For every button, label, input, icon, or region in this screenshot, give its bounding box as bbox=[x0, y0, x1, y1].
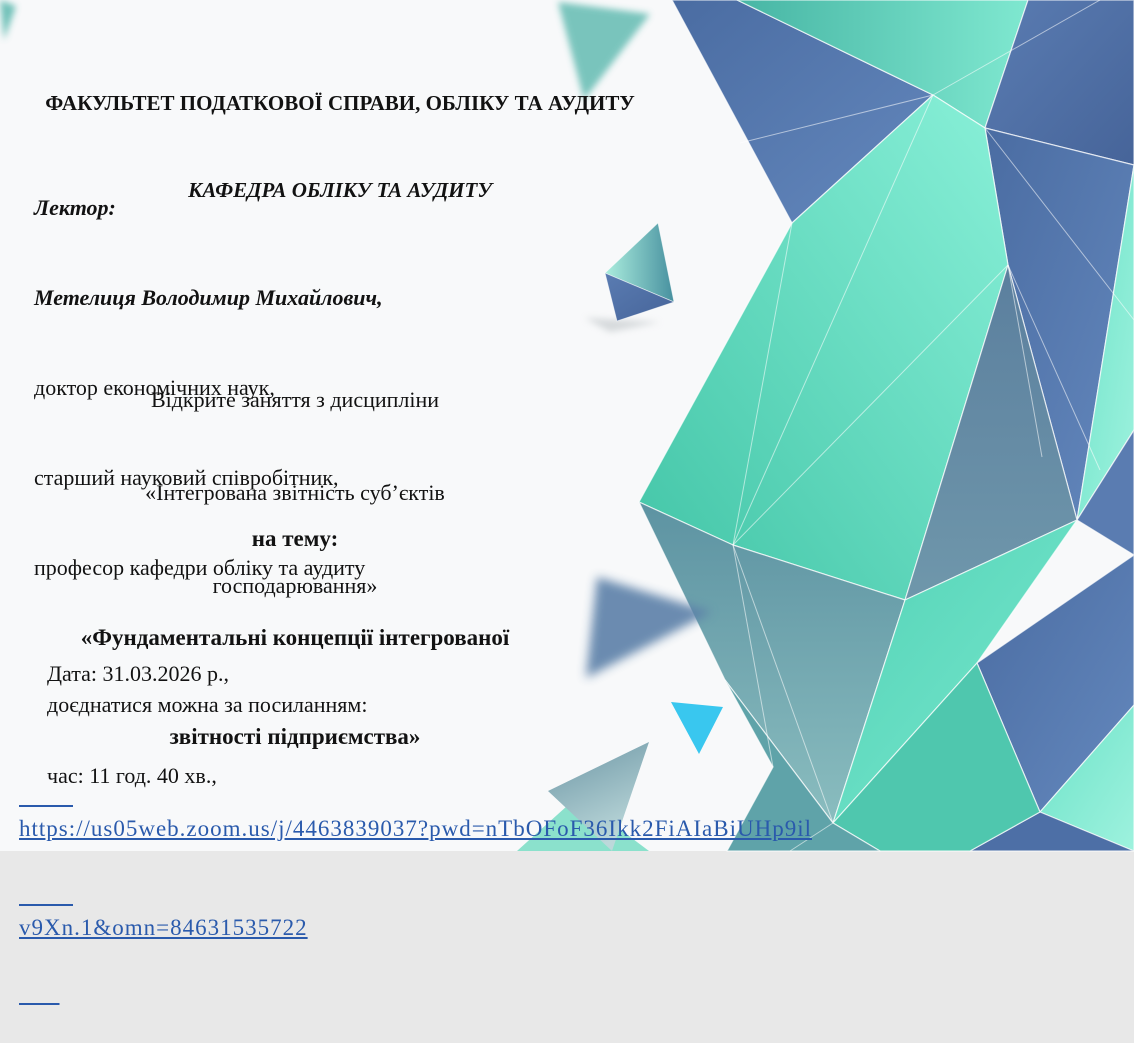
lecturer-label: Лектор: bbox=[34, 195, 116, 220]
zoom-link-block bbox=[19, 713, 879, 1043]
course-line-3: господарювання» bbox=[212, 573, 378, 598]
zoom-link-line-2: v9Xn.1&omn=84631535722 bbox=[19, 915, 308, 940]
lecturer-title-3: професор кафедри обліку та аудиту bbox=[34, 555, 366, 580]
topic-line-2: звітності підприємства» bbox=[169, 724, 421, 749]
join-label: доєднатися можна за посиланням: bbox=[47, 692, 368, 717]
topic-line-1: «Фундаментальні концепції інтегрованої bbox=[80, 625, 510, 650]
lecturer-name: Метелиця Володимир Михайлович, bbox=[34, 285, 383, 310]
date-line: Дата: 31.03.2026 р., bbox=[47, 661, 229, 686]
faculty-title: ФАКУЛЬТЕТ ПОДАТКОВОЇ СПРАВИ, ОБЛІКУ ТА АУДИТУ bbox=[45, 91, 635, 115]
course-line-1: Відкрите заняття з дисципліни bbox=[150, 387, 440, 412]
lecturer-title-1: доктор економічних наук, bbox=[34, 375, 275, 400]
zoom-link[interactable] bbox=[19, 783, 879, 1006]
zoom-link-line-1: https://us05web.zoom.us/j/4463839037?pwd=nTbOFoF36Ikk2FiAIaBiUHp9il bbox=[19, 816, 812, 841]
department-title: КАФЕДРА ОБЛІКУ ТА АУДИТУ bbox=[188, 178, 492, 202]
time-line: час: 11 год. 40 хв., bbox=[47, 763, 217, 788]
lecturer-title-2: старший науковий співробітник, bbox=[34, 465, 339, 490]
topic-label: на тему: bbox=[251, 526, 339, 551]
course-line-2: «Інтегрована звітність суб’єктів bbox=[145, 480, 445, 505]
